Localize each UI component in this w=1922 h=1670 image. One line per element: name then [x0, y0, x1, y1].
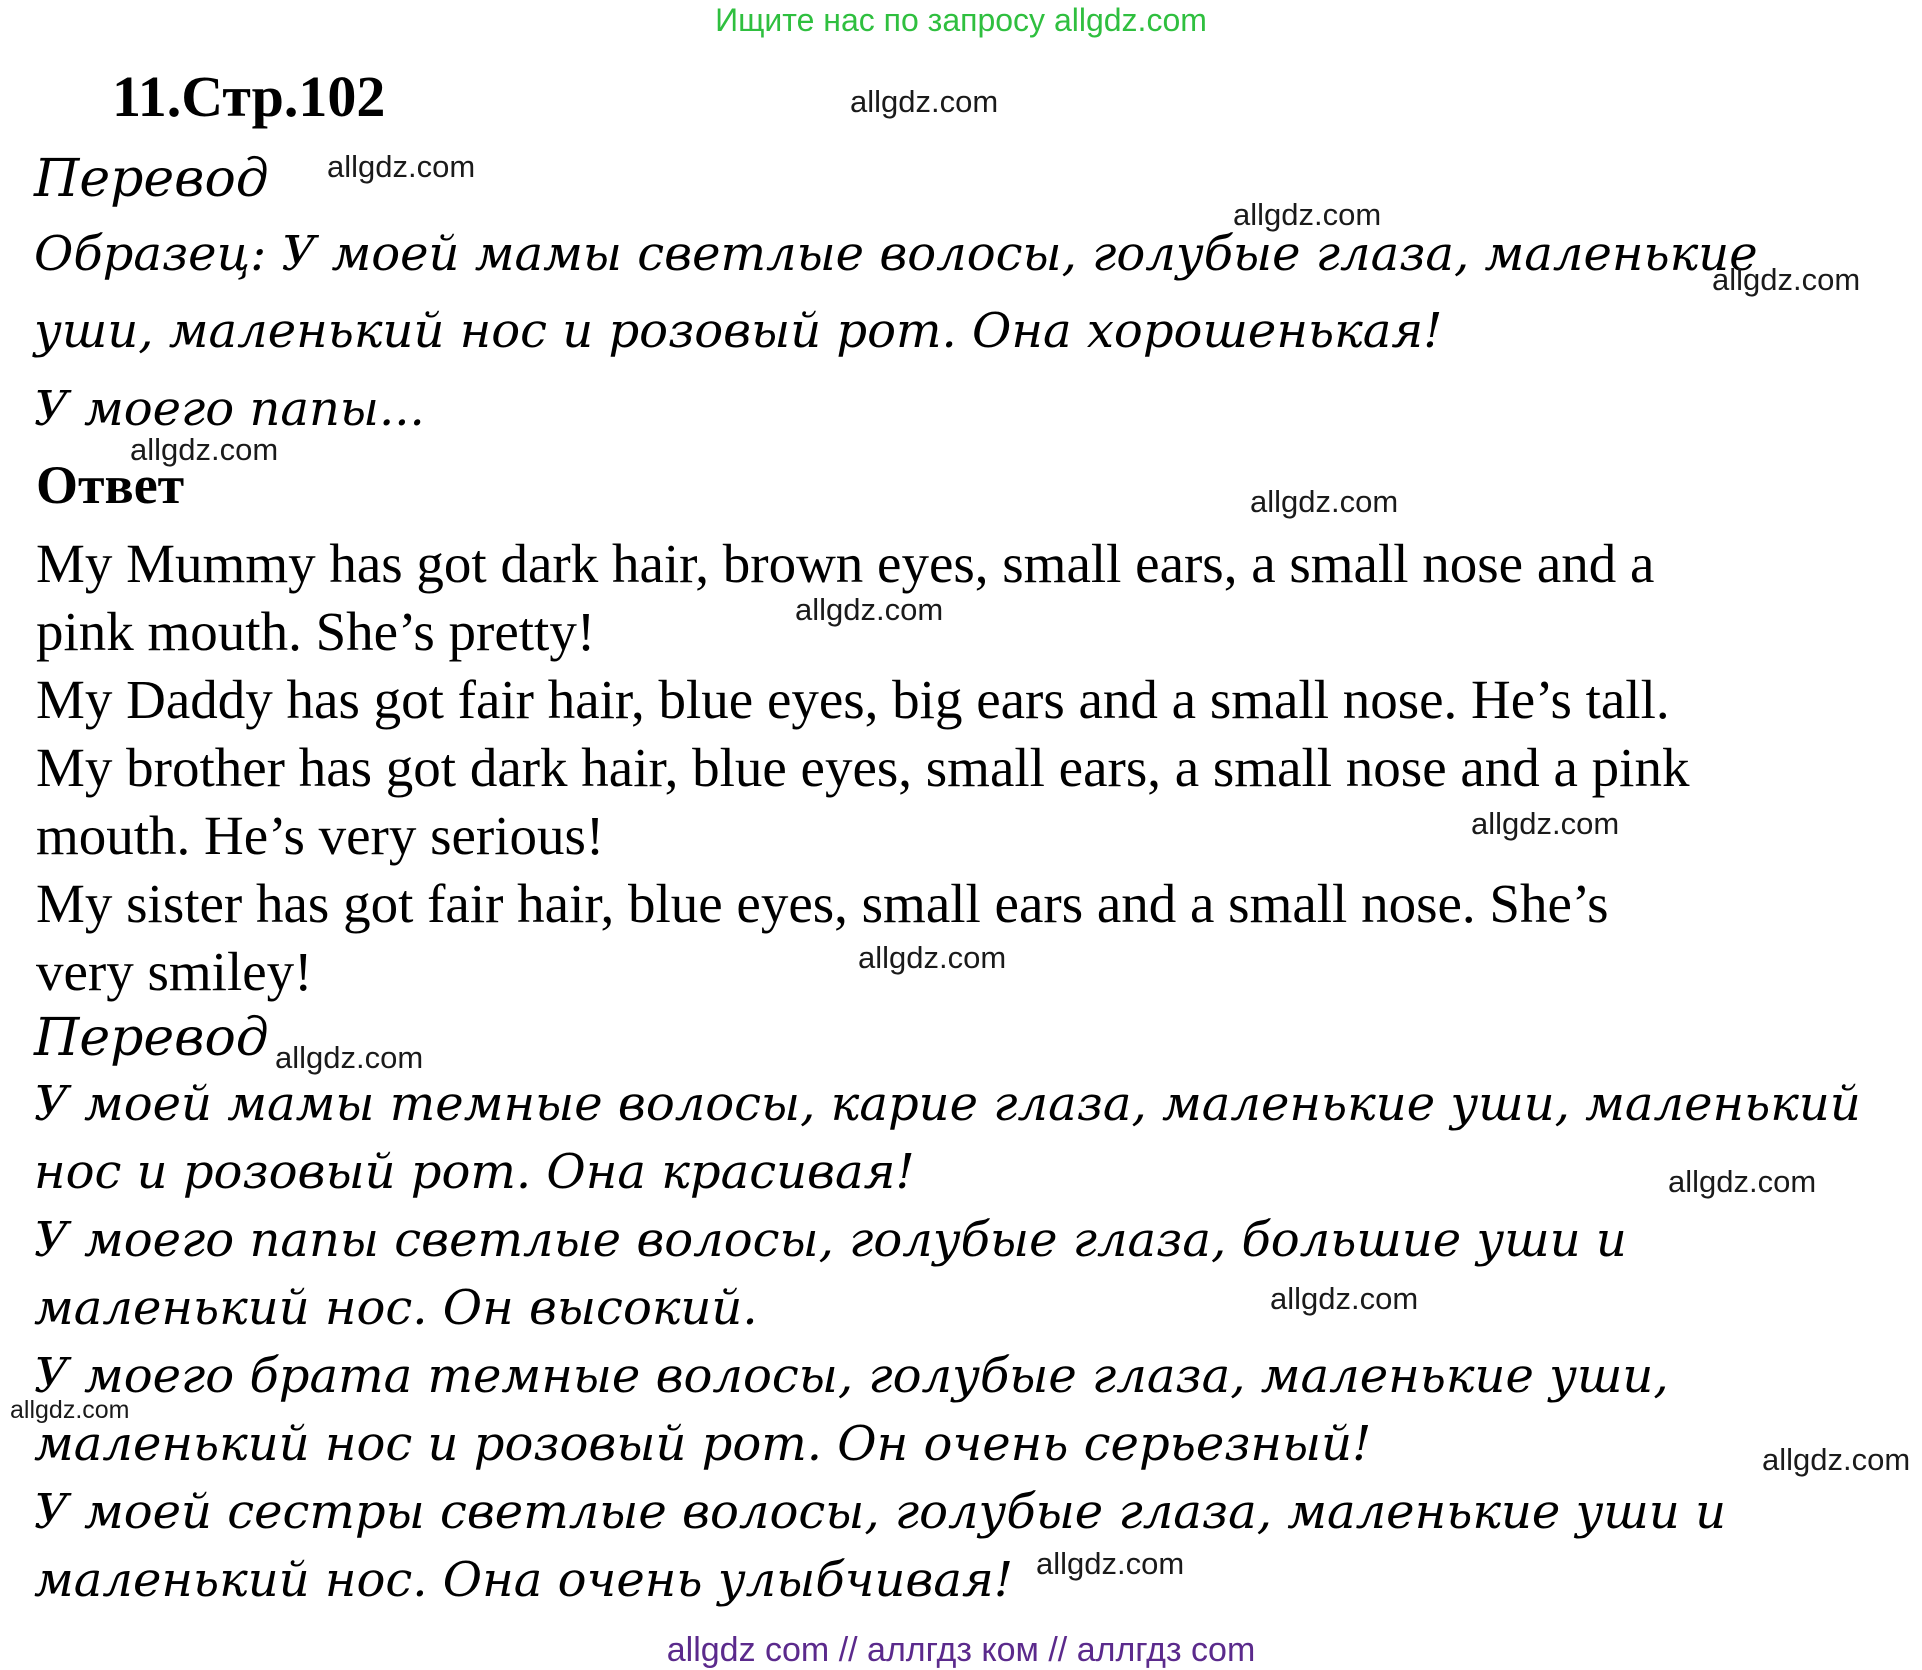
- watermark: allgdz.com: [795, 592, 944, 627]
- translation-label: Перевод: [34, 149, 269, 209]
- translation-line: маленький нос. Она очень улыбчивая!: [34, 1552, 1014, 1608]
- answer-line: pink mouth. She’s pretty!: [36, 601, 596, 662]
- sample-line: уши, маленький нос и розовый рот. Она хорошенькая!: [34, 303, 1443, 359]
- watermark: allgdz.com: [1712, 262, 1861, 297]
- watermark: allgdz.com: [327, 149, 476, 184]
- watermark: allgdz.com: [275, 1040, 424, 1075]
- watermark: allgdz.com: [1036, 1546, 1185, 1581]
- watermark: allgdz.com: [130, 432, 279, 467]
- page-heading: 11.Стр.102: [112, 64, 386, 129]
- top-banner: Ищите нас по запросу allgdz.com: [715, 2, 1207, 38]
- translation-line: У моего брата темные волосы, голубые глаза, маленькие уши,: [34, 1348, 1669, 1404]
- translation-line: нос и розовый рот. Она красивая!: [34, 1144, 915, 1200]
- answer-line: mouth. He’s very serious!: [36, 805, 605, 866]
- answer-heading: Ответ: [36, 455, 185, 515]
- translation-line: маленький нос и розовый рот. Он очень серьезный!: [34, 1416, 1372, 1472]
- translation-line: У моей мамы темные волосы, карие глаза, маленькие уши, маленький: [34, 1076, 1861, 1132]
- watermark: allgdz.com: [1471, 806, 1620, 841]
- answer-line: My Mummy has got dark hair, brown eyes, small ears, a small nose and a: [36, 533, 1655, 594]
- translation-label: Перевод: [34, 1008, 269, 1068]
- footer-watermark: allgdz com // аллгдз ком // аллгдз com: [666, 1631, 1256, 1669]
- watermark: allgdz.com: [1233, 197, 1382, 232]
- watermark: allgdz.com: [1668, 1164, 1817, 1199]
- sample-line: Образец: У моей мамы светлые волосы, голубые глаза, маленькие: [34, 226, 1758, 282]
- translation-line: У моей сестры светлые волосы, голубые глаза, маленькие уши и: [34, 1484, 1726, 1540]
- answer-line: My brother has got dark hair, blue eyes, small ears, a small nose and a pink: [36, 737, 1690, 798]
- watermark: allgdz.com: [1762, 1442, 1911, 1477]
- watermark: allgdz.com: [1250, 484, 1399, 519]
- answer-line: My Daddy has got fair hair, blue eyes, big ears and a small nose. He’s tall.: [36, 669, 1670, 730]
- answer-line: very smiley!: [36, 941, 313, 1002]
- answer-line: My sister has got fair hair, blue eyes, small ears and a small nose. She’s: [36, 873, 1609, 934]
- watermark: allgdz.com: [1270, 1281, 1419, 1316]
- sample-line: У моего папы...: [34, 381, 425, 437]
- watermark: allgdz.com: [850, 84, 999, 119]
- watermark: allgdz.com: [858, 940, 1007, 975]
- translation-line: маленький нос. Он высокий.: [34, 1280, 758, 1336]
- watermark: allgdz.com: [10, 1396, 130, 1424]
- translation-line: У моего папы светлые волосы, голубые глаза, большие уши и: [34, 1212, 1627, 1268]
